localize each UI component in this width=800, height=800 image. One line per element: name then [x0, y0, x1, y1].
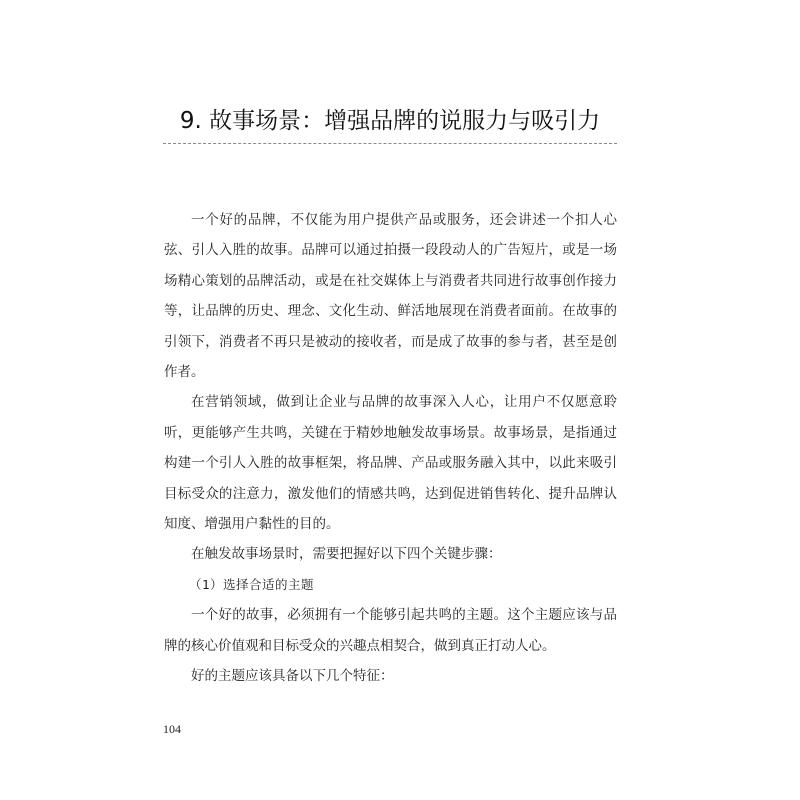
paragraph-intro: 一个好的品牌，不仅能为用户提供产品或服务，还会讲述一个扣人心弦、引人入胜的故事。品牌可以通过拍摄一段段动人的广告短片，或是一场场精心策划的品牌活动，或是在社交媒体上与消费者共同进行故事创作接力等，让品牌的历史、理念、文化生动、鲜活地展现在消费者面前。在故事的引领下，消费者不再只是被动的接收者，而是成了故事的参与者，甚至是创作者。 [164, 212, 617, 381]
paragraph-marketing: 在营销领域，做到让企业与品牌的故事深入人心，让用户不仅愿意聆听，更能够产生共鸣，关键在于精妙地触发故事场景。故事场景，是指通过构建一个引人入胜的故事框架，将品牌、产品或服务融入其中，以此来吸引目标受众的注意力，激发他们的情感共鸣，达到促进销售转化、提升品牌认知度、增强用户黏性的目的。 [164, 394, 617, 533]
paragraph-theme: 一个好的故事，必须拥有一个能够引起共鸣的主题。这个主题应该与品牌的核心价值观和目标受众的兴趣点相契合，做到真正打动人心。 [164, 607, 617, 654]
paragraph-theme-features: 好的主题应该具备以下几个特征： [191, 668, 394, 685]
body-text [164, 205, 617, 692]
paragraph-steps-intro: 在触发故事场景时，需要把握好以下四个关键步骤： [191, 546, 502, 563]
title-divider [163, 143, 617, 144]
subheading-step-1: （1）选择合适的主题 [189, 576, 315, 592]
page-title: 9. 故事场景：增强品牌的说服力与吸引力 [179, 108, 601, 134]
page-number: 104 [163, 722, 181, 736]
